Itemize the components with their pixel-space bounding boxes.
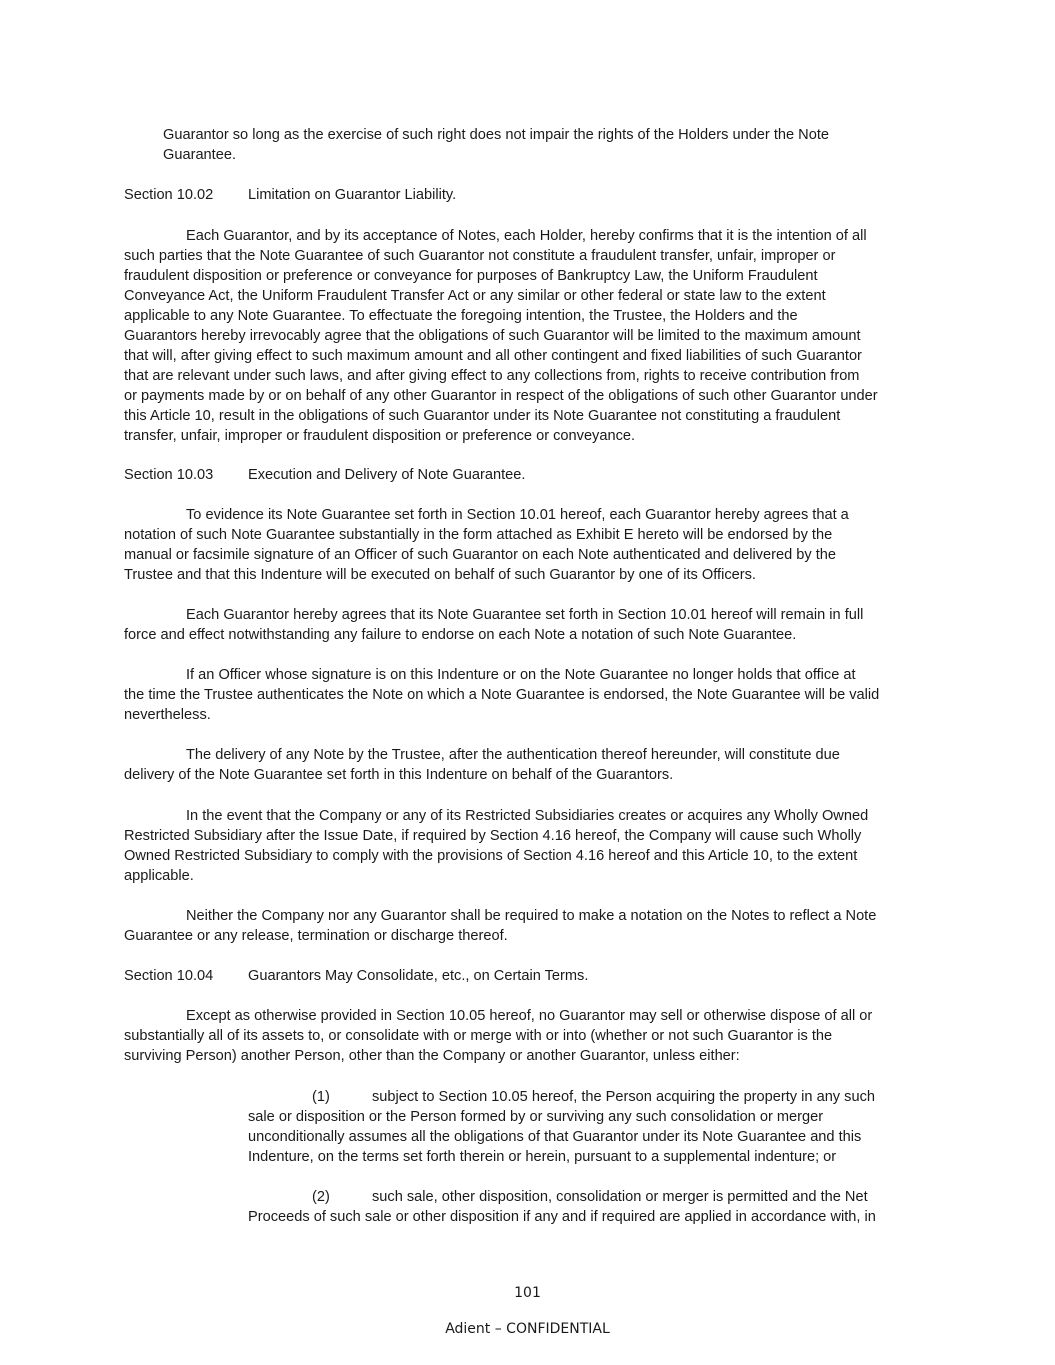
section-10-03-paragraph-3 [124,665,879,725]
section-10-03-paragraph-6 [124,906,876,946]
text-line: Proceeds of such sale or other disposition if any and if required are applied in accordance with, in [248,1209,876,1225]
page-number: 101 [514,1285,541,1301]
text-line: The delivery of any Note by the Trustee, after the authentication thereof hereunder, will constitute due [186,747,840,763]
text-line: that are relevant under such laws, and after giving effect to any collections from, rights to receive contribution from [124,368,860,384]
text-line: that will, after giving effect to such maximum amount and all other contingent and fixed liabilities of such Guarantor [124,348,862,364]
text-line: Restricted Subsidiary after the Issue Date, if required by Section 4.16 hereof, the Company will cause such Wholly [124,828,862,844]
text-line: Neither the Company nor any Guarantor shall be required to make a notation on the Notes to reflect a Note [186,908,877,924]
text-line: manual or facsimile signature of an Officer of such Guarantor on each Note authenticated and delivered by the [124,547,837,563]
confidential-footer: Adient – CONFIDENTIAL [445,1321,610,1337]
text-line: delivery of the Note Guarantee set forth in this Indenture on behalf of the Guarantors. [124,767,674,783]
text-line: If an Officer whose signature is on this Indenture or on the Note Guarantee no longer holds that office at [186,667,856,683]
section-number: Section 10.02 [124,187,214,203]
section-title: Guarantors May Consolidate, etc., on Certain Terms. [248,968,589,984]
text-line: notation of such Note Guarantee substantially in the form attached as Exhibit E hereto will be endorsed by the [124,527,833,543]
text-line: Each Guarantor, and by its acceptance of Notes, each Holder, hereby confirms that it is the intention of all [186,228,867,244]
section-10-04-paragraph [124,1006,872,1066]
text-line: force and effect notwithstanding any failure to endorse on each Note a notation of such Note Guarantee. [124,627,797,643]
section-heading-10-02 [124,185,456,205]
section-heading-10-04 [124,966,588,986]
section-10-03-paragraph-5 [124,806,868,886]
text-line: applicable to any Note Guarantee. To effectuate the foregoing intention, the Trustee, the Holders and the [124,308,798,324]
text-line: Guarantee or any release, termination or discharge thereof. [124,928,508,944]
text-line: applicable. [124,868,194,884]
section-title: Execution and Delivery of Note Guarantee. [248,467,526,483]
list-item [248,1187,876,1227]
text-line: Except as otherwise provided in Section 10.05 hereof, no Guarantor may sell or otherwise dispose of all or [186,1008,873,1024]
text-line: Owned Restricted Subsidiary to comply with the provisions of Section 4.16 hereof and this Article 10, to the extent [124,848,858,864]
text-line: this Article 10, result in the obligations of such Guarantor under its Note Guarantee not constituting a fraudulent [124,408,841,424]
item-marker: (2) [312,1189,330,1205]
text-line: Guarantor so long as the exercise of such right does not impair the rights of the Holders under the Note [163,127,830,143]
text-line: In the event that the Company or any of its Restricted Subsidiaries creates or acquires any Wholly Owned [186,808,869,824]
text-line: such sale, other disposition, consolidation or merger is permitted and the Net [372,1189,868,1205]
text-line: Guarantee. [163,147,237,163]
text-line: transfer, unfair, improper or fraudulent disposition or preference or conveyance. [124,428,636,444]
section-10-03-paragraph-2 [124,605,863,645]
text-line: or payments made by or on behalf of any other Guarantor in respect of the obligations of such other Guarantor under [124,388,878,404]
section-10-03-paragraph-1 [124,505,849,585]
text-line: Guarantors hereby irrevocably agree that the obligations of such Guarantor will be limited to the maximum amount [124,328,861,344]
item-marker: (1) [312,1089,330,1105]
section-title: Limitation on Guarantor Liability. [248,187,457,203]
list-item [248,1087,875,1167]
section-10-03-paragraph-4 [124,745,840,785]
text-line: Indenture, on the terms set forth therein or herein, pursuant to a supplemental indenture; or [248,1149,837,1165]
text-line: Each Guarantor hereby agrees that its Note Guarantee set forth in Section 10.01 hereof will remain in full [186,607,864,623]
text-line: such parties that the Note Guarantee of such Guarantor not constitute a fraudulent transfer, unfair, improper or [124,248,836,264]
intro-paragraph [163,125,829,165]
text-line: nevertheless. [124,707,211,723]
section-number: Section 10.04 [124,968,214,984]
text-line: the time the Trustee authenticates the Note on which a Note Guarantee is endorsed, the Note Guarantee will be valid [124,687,880,703]
text-line: substantially all of its assets to, or consolidate with or merge with or into (whether or not such Guarantor is the [124,1028,833,1044]
text-line: sale or disposition or the Person formed by or surviving any such consolidation or merger [248,1109,824,1125]
text-line: To evidence its Note Guarantee set forth in Section 10.01 hereof, each Guarantor hereby agrees that a [186,507,849,523]
text-line: fraudulent disposition or preference or conveyance for purposes of Bankruptcy Law, the Uniform Fraudulent [124,268,818,284]
section-10-02-paragraph [124,226,878,446]
section-heading-10-03 [124,465,525,485]
text-line: unconditionally assumes all the obligations of that Guarantor under its Note Guarantee and this [248,1129,862,1145]
text-line: surviving Person) another Person, other than the Company or another Guarantor, unless either: [124,1048,740,1064]
text-line: subject to Section 10.05 hereof, the Person acquiring the property in any such [372,1089,875,1105]
section-number: Section 10.03 [124,467,214,483]
text-line: Conveyance Act, the Uniform Fraudulent Transfer Act or any similar or other federal or state law to the extent [124,288,826,304]
text-line: Trustee and that this Indenture will be executed on behalf of such Guarantor by one of its Officers. [124,567,756,583]
